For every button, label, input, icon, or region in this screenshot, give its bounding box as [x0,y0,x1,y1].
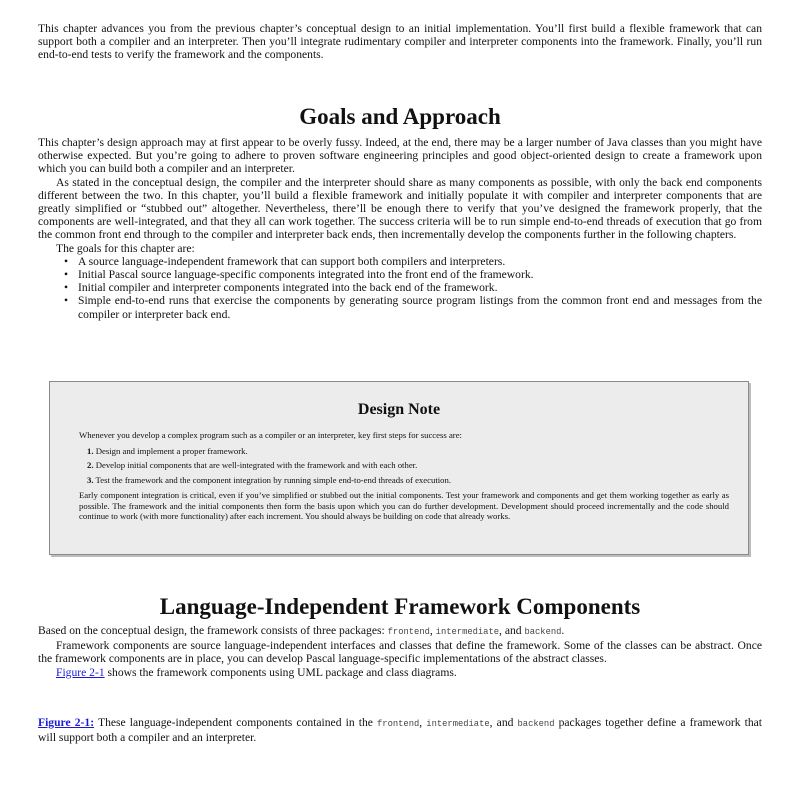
framework-section-body [38,624,762,679]
framework-paragraph-3: Figure 2-1 shows the framework components using UML package and class diagrams. [56,665,457,679]
design-note-body [79,430,729,522]
list-item: 1. Design and implement a proper framework. [87,445,248,456]
framework-paragraph-1: Based on the conceptual design, the framework consists of three packages: frontend, intermediate, and backend. [38,624,565,637]
heading-goals-and-approach: Goals and Approach [299,104,501,129]
framework-paragraph-2: Framework components are source language-independent interfaces and classes that define the framework. Some of the classes can be abstract. Once the framework components are in place, you can develop Pascal language-specific implementations of the abstract classes. [38,639,762,666]
design-note-title: Design Note [357,401,441,418]
code-frontend: frontend [387,627,430,637]
code-intermediate: intermediate [426,719,490,729]
design-note-lead: Whenever you develop a complex program such as a compiler or an interpreter, key first steps for success are: [79,430,462,440]
list-item: • A source language-independent framework that can support both compilers and interpreters. [64,254,506,268]
design-note-box [49,381,749,555]
bullet-icon: • [64,268,69,282]
figure-2-1-link[interactable]: Figure 2-1 [56,665,105,679]
design-note-steps [79,446,729,486]
goals-paragraph-2: As stated in the conceptual design, the compiler and the interpreter should share as many components as possible, with only the back end components different between the two. In this chapter, you’ll build a flexible framework and initially populate it with compiler and interpreter components that are greatly simplified or “stubbed out” altogether. Nevertheless, there’ll be enough there to verify that you’ve designed the framework properly, that the components are well-integrated, and that they all can work together. The success criteria will be to run simple end-to-end threads of execution that go from the common front end through to the compiler and interpreter back ends, then incrementally develop the components further in the following chapters. [38,175,762,242]
bullet-icon: • [64,254,69,268]
code-backend: backend [517,719,555,729]
list-item: 3. Test the framework and the component integration by running simple end-to-end threads of execution. [87,474,452,485]
goals-section-body [38,136,762,321]
goals-list [38,255,762,321]
bullet-icon: • [64,281,69,295]
intro-paragraph: This chapter advances you from the previous chapter’s conceptual design to an initial implementation. You’ll first build a flexible framework that can support both a compiler and an interpreter. Then you’ll integrate rudimentary compiler and interpreter components into the framework. Finally, you’ll run end-to-end tests to verify the framework and the components. [38,22,762,62]
code-frontend: frontend [377,719,420,729]
figure-2-1-label-link[interactable]: Figure 2-1: [38,716,95,729]
goals-list-intro: The goals for this chapter are: [56,241,195,255]
list-item: • Simple end-to-end runs that exercise the components by generating source program listings from the common front end and messages from the compiler or interpreter back end. [64,294,762,321]
bullet-icon: • [64,294,69,308]
code-backend: backend [524,627,562,637]
figure-caption: Figure 2-1: These language-independent components contained in the frontend, intermediate, and backend packages together define a framework that will support both a compiler and an interpreter. [38,716,763,745]
design-note-paragraph: Early component integration is critical, even if you’ve simplified or stubbed out the initial components. Test your framework and components and get them working together as early as possible. The framework and the initial components then form the basis upon which you can do further development. Development should proceed incrementally and the code should continue to work (with more functionality) after each increment. You should always be building on code that already works. [79,490,729,521]
goals-paragraph-1: This chapter’s design approach may at first appear to be overly fussy. Indeed, at the end, there may be a larger number of Java classes than you might have otherwise expected. But you’re going to adhere to proven software engineering principles and good object-oriented design to create a framework upon which you can build both a compiler and an interpreter. [38,136,762,176]
list-item: • Initial compiler and interpreter components integrated into the back end of the framework. [64,281,498,295]
list-item: 2. Develop initial components that are well-integrated with the framework and with each other. [87,460,418,470]
heading-framework-components: Language-Independent Framework Components [159,594,641,619]
list-item: • Initial Pascal source language-specific components integrated into the front end of the framework. [64,268,534,282]
code-intermediate: intermediate [435,627,500,637]
